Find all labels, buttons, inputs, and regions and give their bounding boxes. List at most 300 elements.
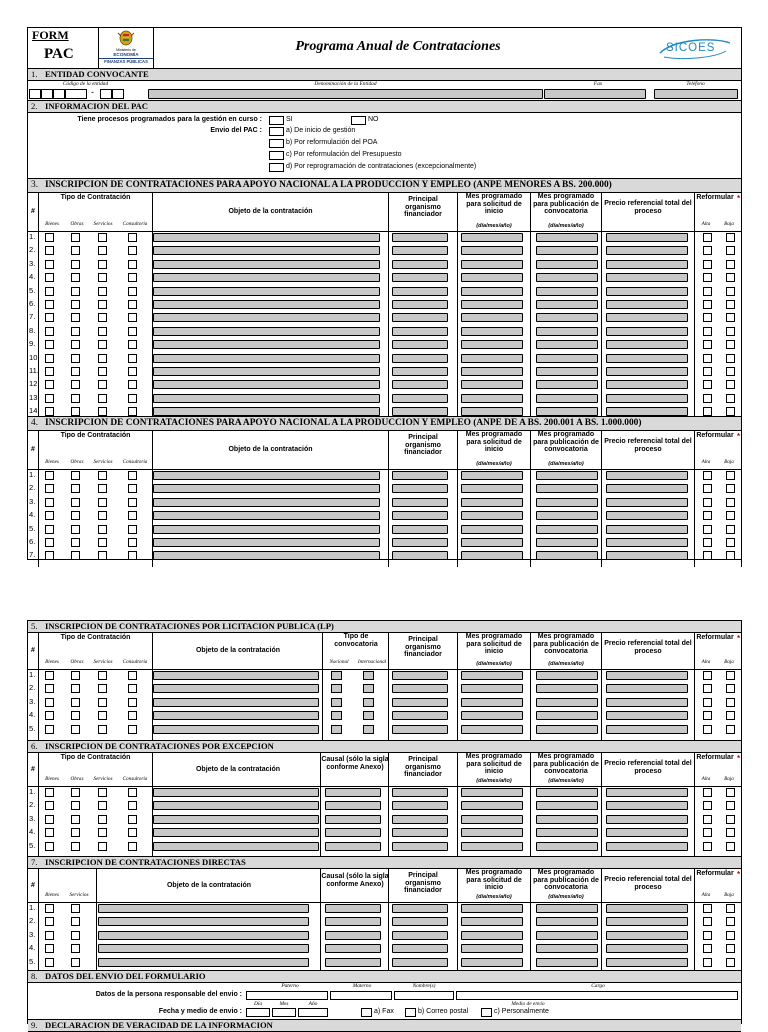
obras-checkbox[interactable] — [71, 511, 80, 520]
alta-checkbox[interactable] — [703, 484, 712, 493]
si-checkbox[interactable] — [269, 116, 284, 125]
servicios-checkbox[interactable] — [71, 904, 80, 913]
objeto-field[interactable] — [153, 842, 319, 851]
servicios-checkbox[interactable] — [98, 300, 107, 309]
mes-inicio-field[interactable] — [461, 233, 523, 242]
consultoria-checkbox[interactable] — [128, 815, 137, 824]
consultoria-checkbox[interactable] — [128, 246, 137, 255]
baja-checkbox[interactable] — [726, 725, 735, 734]
objeto-field[interactable] — [153, 287, 380, 296]
consultoria-checkbox[interactable] — [128, 340, 137, 349]
organismo-field[interactable] — [392, 684, 448, 693]
consultoria-checkbox[interactable] — [128, 367, 137, 376]
baja-checkbox[interactable] — [726, 260, 735, 269]
organismo-field[interactable] — [392, 287, 448, 296]
organismo-field[interactable] — [392, 300, 448, 309]
organismo-field[interactable] — [392, 260, 448, 269]
alta-checkbox[interactable] — [703, 828, 712, 837]
mes-pub-field[interactable] — [536, 815, 598, 824]
anio-field[interactable] — [298, 1008, 328, 1017]
precio-field[interactable] — [606, 340, 688, 349]
alta-checkbox[interactable] — [703, 233, 712, 242]
servicios-checkbox[interactable] — [98, 788, 107, 797]
causal-field[interactable] — [325, 931, 381, 940]
servicios-checkbox[interactable] — [98, 525, 107, 534]
mes-inicio-field[interactable] — [461, 551, 523, 560]
alta-checkbox[interactable] — [703, 801, 712, 810]
mes-inicio-field[interactable] — [461, 711, 523, 720]
mes-inicio-field[interactable] — [461, 367, 523, 376]
baja-checkbox[interactable] — [726, 711, 735, 720]
alta-checkbox[interactable] — [703, 944, 712, 953]
obras-checkbox[interactable] — [71, 313, 80, 322]
codigo-field-5[interactable] — [100, 89, 112, 99]
objeto-field[interactable] — [153, 788, 319, 797]
obras-checkbox[interactable] — [71, 327, 80, 336]
mes-inicio-field[interactable] — [461, 246, 523, 255]
alta-checkbox[interactable] — [703, 394, 712, 403]
internacional-checkbox[interactable] — [363, 698, 374, 707]
obras-checkbox[interactable] — [71, 367, 80, 376]
bienes-checkbox[interactable] — [45, 958, 54, 967]
mes-pub-field[interactable] — [536, 498, 598, 507]
organismo-field[interactable] — [392, 407, 448, 416]
servicios-checkbox[interactable] — [98, 711, 107, 720]
mes-inicio-field[interactable] — [461, 525, 523, 534]
alta-checkbox[interactable] — [703, 340, 712, 349]
mes-inicio-field[interactable] — [461, 471, 523, 480]
bienes-checkbox[interactable] — [45, 340, 54, 349]
alta-checkbox[interactable] — [703, 471, 712, 480]
internacional-checkbox[interactable] — [363, 684, 374, 693]
baja-checkbox[interactable] — [726, 944, 735, 953]
bienes-checkbox[interactable] — [45, 538, 54, 547]
objeto-field[interactable] — [153, 233, 380, 242]
objeto-field[interactable] — [153, 340, 380, 349]
precio-field[interactable] — [606, 354, 688, 363]
nacional-checkbox[interactable] — [331, 711, 342, 720]
obras-checkbox[interactable] — [71, 407, 80, 416]
baja-checkbox[interactable] — [726, 801, 735, 810]
precio-field[interactable] — [606, 944, 688, 953]
consultoria-checkbox[interactable] — [128, 354, 137, 363]
precio-field[interactable] — [606, 233, 688, 242]
obras-checkbox[interactable] — [71, 842, 80, 851]
servicios-checkbox[interactable] — [98, 354, 107, 363]
mes-pub-field[interactable] — [536, 828, 598, 837]
mes-field[interactable] — [272, 1008, 296, 1017]
mes-inicio-field[interactable] — [461, 340, 523, 349]
precio-field[interactable] — [606, 260, 688, 269]
nacional-checkbox[interactable] — [331, 698, 342, 707]
codigo-field-4[interactable] — [65, 89, 87, 99]
servicios-checkbox[interactable] — [98, 842, 107, 851]
organismo-field[interactable] — [392, 801, 448, 810]
servicios-checkbox[interactable] — [98, 511, 107, 520]
servicios-checkbox[interactable] — [98, 551, 107, 560]
baja-checkbox[interactable] — [726, 671, 735, 680]
servicios-checkbox[interactable] — [98, 407, 107, 416]
precio-field[interactable] — [606, 300, 688, 309]
servicios-checkbox[interactable] — [98, 698, 107, 707]
organismo-field[interactable] — [392, 551, 448, 560]
causal-field[interactable] — [325, 828, 381, 837]
baja-checkbox[interactable] — [726, 525, 735, 534]
precio-field[interactable] — [606, 842, 688, 851]
servicios-checkbox[interactable] — [71, 917, 80, 926]
precio-field[interactable] — [606, 698, 688, 707]
mes-pub-field[interactable] — [536, 551, 598, 560]
servicios-checkbox[interactable] — [98, 327, 107, 336]
obras-checkbox[interactable] — [71, 725, 80, 734]
bienes-checkbox[interactable] — [45, 260, 54, 269]
mes-inicio-field[interactable] — [461, 327, 523, 336]
precio-field[interactable] — [606, 538, 688, 547]
mes-inicio-field[interactable] — [461, 498, 523, 507]
mes-pub-field[interactable] — [536, 931, 598, 940]
consultoria-checkbox[interactable] — [128, 233, 137, 242]
internacional-checkbox[interactable] — [363, 711, 374, 720]
servicios-checkbox[interactable] — [98, 828, 107, 837]
bienes-checkbox[interactable] — [45, 511, 54, 520]
servicios-checkbox[interactable] — [98, 233, 107, 242]
obras-checkbox[interactable] — [71, 287, 80, 296]
servicios-checkbox[interactable] — [71, 931, 80, 940]
servicios-checkbox[interactable] — [98, 484, 107, 493]
bienes-checkbox[interactable] — [45, 380, 54, 389]
obras-checkbox[interactable] — [71, 484, 80, 493]
organismo-field[interactable] — [392, 788, 448, 797]
bienes-checkbox[interactable] — [45, 698, 54, 707]
mes-inicio-field[interactable] — [461, 273, 523, 282]
paterno-field[interactable] — [246, 991, 328, 1000]
obras-checkbox[interactable] — [71, 246, 80, 255]
obras-checkbox[interactable] — [71, 525, 80, 534]
bienes-checkbox[interactable] — [45, 801, 54, 810]
obras-checkbox[interactable] — [71, 788, 80, 797]
bienes-checkbox[interactable] — [45, 828, 54, 837]
mes-inicio-field[interactable] — [461, 313, 523, 322]
objeto-field[interactable] — [153, 525, 380, 534]
servicios-checkbox[interactable] — [98, 538, 107, 547]
nombres-field[interactable] — [394, 991, 454, 1000]
objeto-field[interactable] — [153, 380, 380, 389]
precio-field[interactable] — [606, 498, 688, 507]
organismo-field[interactable] — [392, 367, 448, 376]
mes-inicio-field[interactable] — [461, 287, 523, 296]
mes-pub-field[interactable] — [536, 944, 598, 953]
internacional-checkbox[interactable] — [363, 671, 374, 680]
baja-checkbox[interactable] — [726, 498, 735, 507]
precio-field[interactable] — [606, 525, 688, 534]
organismo-field[interactable] — [392, 944, 448, 953]
option-a-checkbox[interactable] — [269, 127, 284, 136]
mes-inicio-field[interactable] — [461, 904, 523, 913]
mes-pub-field[interactable] — [536, 684, 598, 693]
organismo-field[interactable] — [392, 671, 448, 680]
organismo-field[interactable] — [392, 904, 448, 913]
consultoria-checkbox[interactable] — [128, 327, 137, 336]
objeto-field[interactable] — [153, 801, 319, 810]
alta-checkbox[interactable] — [703, 327, 712, 336]
organismo-field[interactable] — [392, 327, 448, 336]
organismo-field[interactable] — [392, 233, 448, 242]
objeto-field[interactable] — [98, 904, 309, 913]
obras-checkbox[interactable] — [71, 671, 80, 680]
objeto-field[interactable] — [153, 273, 380, 282]
alta-checkbox[interactable] — [703, 698, 712, 707]
alta-checkbox[interactable] — [703, 904, 712, 913]
obras-checkbox[interactable] — [71, 698, 80, 707]
objeto-field[interactable] — [153, 498, 380, 507]
precio-field[interactable] — [606, 917, 688, 926]
mes-inicio-field[interactable] — [461, 958, 523, 967]
mes-inicio-field[interactable] — [461, 671, 523, 680]
mes-inicio-field[interactable] — [461, 828, 523, 837]
organismo-field[interactable] — [392, 313, 448, 322]
mes-inicio-field[interactable] — [461, 380, 523, 389]
causal-field[interactable] — [325, 944, 381, 953]
objeto-field[interactable] — [153, 684, 319, 693]
objeto-field[interactable] — [153, 828, 319, 837]
bienes-checkbox[interactable] — [45, 725, 54, 734]
precio-field[interactable] — [606, 684, 688, 693]
bienes-checkbox[interactable] — [45, 300, 54, 309]
obras-checkbox[interactable] — [71, 394, 80, 403]
baja-checkbox[interactable] — [726, 287, 735, 296]
baja-checkbox[interactable] — [726, 698, 735, 707]
servicios-checkbox[interactable] — [98, 273, 107, 282]
objeto-field[interactable] — [153, 300, 380, 309]
bienes-checkbox[interactable] — [45, 551, 54, 560]
precio-field[interactable] — [606, 484, 688, 493]
obras-checkbox[interactable] — [71, 380, 80, 389]
alta-checkbox[interactable] — [703, 511, 712, 520]
organismo-field[interactable] — [392, 394, 448, 403]
mes-pub-field[interactable] — [536, 698, 598, 707]
servicios-checkbox[interactable] — [98, 815, 107, 824]
obras-checkbox[interactable] — [71, 260, 80, 269]
consultoria-checkbox[interactable] — [128, 407, 137, 416]
precio-field[interactable] — [606, 788, 688, 797]
alta-checkbox[interactable] — [703, 711, 712, 720]
baja-checkbox[interactable] — [726, 551, 735, 560]
mes-inicio-field[interactable] — [461, 842, 523, 851]
baja-checkbox[interactable] — [726, 354, 735, 363]
fax-field[interactable] — [544, 89, 646, 99]
alta-checkbox[interactable] — [703, 525, 712, 534]
baja-checkbox[interactable] — [726, 273, 735, 282]
consultoria-checkbox[interactable] — [128, 698, 137, 707]
mes-pub-field[interactable] — [536, 340, 598, 349]
bienes-checkbox[interactable] — [45, 367, 54, 376]
alta-checkbox[interactable] — [703, 260, 712, 269]
alta-checkbox[interactable] — [703, 815, 712, 824]
mes-pub-field[interactable] — [536, 917, 598, 926]
bienes-checkbox[interactable] — [45, 788, 54, 797]
mes-pub-field[interactable] — [536, 367, 598, 376]
mes-pub-field[interactable] — [536, 671, 598, 680]
consultoria-checkbox[interactable] — [128, 801, 137, 810]
consultoria-checkbox[interactable] — [128, 287, 137, 296]
mes-inicio-field[interactable] — [461, 801, 523, 810]
baja-checkbox[interactable] — [726, 917, 735, 926]
nacional-checkbox[interactable] — [331, 725, 342, 734]
objeto-field[interactable] — [153, 313, 380, 322]
objeto-field[interactable] — [153, 471, 380, 480]
objeto-field[interactable] — [153, 260, 380, 269]
mes-inicio-field[interactable] — [461, 788, 523, 797]
precio-field[interactable] — [606, 367, 688, 376]
precio-field[interactable] — [606, 801, 688, 810]
consultoria-checkbox[interactable] — [128, 511, 137, 520]
organismo-field[interactable] — [392, 538, 448, 547]
consultoria-checkbox[interactable] — [128, 498, 137, 507]
consultoria-checkbox[interactable] — [128, 260, 137, 269]
servicios-checkbox[interactable] — [98, 313, 107, 322]
causal-field[interactable] — [325, 801, 381, 810]
mes-pub-field[interactable] — [536, 246, 598, 255]
mes-inicio-field[interactable] — [461, 484, 523, 493]
servicios-checkbox[interactable] — [98, 725, 107, 734]
precio-field[interactable] — [606, 511, 688, 520]
baja-checkbox[interactable] — [726, 327, 735, 336]
servicios-checkbox[interactable] — [98, 498, 107, 507]
alta-checkbox[interactable] — [703, 313, 712, 322]
mes-pub-field[interactable] — [536, 233, 598, 242]
precio-field[interactable] — [606, 958, 688, 967]
organismo-field[interactable] — [392, 471, 448, 480]
bienes-checkbox[interactable] — [45, 287, 54, 296]
mes-pub-field[interactable] — [536, 300, 598, 309]
mes-pub-field[interactable] — [536, 904, 598, 913]
objeto-field[interactable] — [153, 711, 319, 720]
alta-checkbox[interactable] — [703, 842, 712, 851]
alta-checkbox[interactable] — [703, 246, 712, 255]
causal-field[interactable] — [325, 815, 381, 824]
mes-pub-field[interactable] — [536, 407, 598, 416]
mes-inicio-field[interactable] — [461, 407, 523, 416]
obras-checkbox[interactable] — [71, 354, 80, 363]
bienes-checkbox[interactable] — [45, 684, 54, 693]
mes-inicio-field[interactable] — [461, 300, 523, 309]
codigo-field-2[interactable] — [41, 89, 53, 99]
mes-inicio-field[interactable] — [461, 944, 523, 953]
mes-pub-field[interactable] — [536, 525, 598, 534]
servicios-checkbox[interactable] — [98, 340, 107, 349]
alta-checkbox[interactable] — [703, 498, 712, 507]
alta-checkbox[interactable] — [703, 917, 712, 926]
baja-checkbox[interactable] — [726, 958, 735, 967]
organismo-field[interactable] — [392, 525, 448, 534]
bienes-checkbox[interactable] — [45, 498, 54, 507]
objeto-field[interactable] — [98, 944, 309, 953]
obras-checkbox[interactable] — [71, 684, 80, 693]
baja-checkbox[interactable] — [726, 246, 735, 255]
objeto-field[interactable] — [98, 917, 309, 926]
servicios-checkbox[interactable] — [98, 671, 107, 680]
mes-pub-field[interactable] — [536, 260, 598, 269]
precio-field[interactable] — [606, 904, 688, 913]
objeto-field[interactable] — [153, 725, 319, 734]
alta-checkbox[interactable] — [703, 367, 712, 376]
causal-field[interactable] — [325, 917, 381, 926]
obras-checkbox[interactable] — [71, 340, 80, 349]
objeto-field[interactable] — [153, 407, 380, 416]
alta-checkbox[interactable] — [703, 287, 712, 296]
mes-inicio-field[interactable] — [461, 260, 523, 269]
precio-field[interactable] — [606, 725, 688, 734]
alta-checkbox[interactable] — [703, 273, 712, 282]
baja-checkbox[interactable] — [726, 367, 735, 376]
bienes-checkbox[interactable] — [45, 917, 54, 926]
organismo-field[interactable] — [392, 273, 448, 282]
causal-field[interactable] — [325, 842, 381, 851]
organismo-field[interactable] — [392, 511, 448, 520]
mes-pub-field[interactable] — [536, 958, 598, 967]
alta-checkbox[interactable] — [703, 407, 712, 416]
bienes-checkbox[interactable] — [45, 484, 54, 493]
codigo-field-1[interactable] — [29, 89, 41, 99]
mes-pub-field[interactable] — [536, 394, 598, 403]
cargo-field[interactable] — [456, 991, 738, 1000]
bienes-checkbox[interactable] — [45, 246, 54, 255]
baja-checkbox[interactable] — [726, 538, 735, 547]
mes-pub-field[interactable] — [536, 725, 598, 734]
alta-checkbox[interactable] — [703, 725, 712, 734]
bienes-checkbox[interactable] — [45, 313, 54, 322]
mes-pub-field[interactable] — [536, 711, 598, 720]
servicios-checkbox[interactable] — [98, 260, 107, 269]
obras-checkbox[interactable] — [71, 711, 80, 720]
causal-field[interactable] — [325, 958, 381, 967]
obras-checkbox[interactable] — [71, 233, 80, 242]
objeto-field[interactable] — [153, 394, 380, 403]
servicios-checkbox[interactable] — [98, 246, 107, 255]
bienes-checkbox[interactable] — [45, 931, 54, 940]
consultoria-checkbox[interactable] — [128, 525, 137, 534]
mes-pub-field[interactable] — [536, 511, 598, 520]
precio-field[interactable] — [606, 671, 688, 680]
baja-checkbox[interactable] — [726, 684, 735, 693]
bienes-checkbox[interactable] — [45, 354, 54, 363]
consultoria-checkbox[interactable] — [128, 380, 137, 389]
baja-checkbox[interactable] — [726, 340, 735, 349]
materno-field[interactable] — [330, 991, 392, 1000]
bienes-checkbox[interactable] — [45, 842, 54, 851]
organismo-field[interactable] — [392, 354, 448, 363]
organismo-field[interactable] — [392, 498, 448, 507]
baja-checkbox[interactable] — [726, 815, 735, 824]
obras-checkbox[interactable] — [71, 828, 80, 837]
bienes-checkbox[interactable] — [45, 711, 54, 720]
servicios-checkbox[interactable] — [98, 801, 107, 810]
consultoria-checkbox[interactable] — [128, 788, 137, 797]
fax-checkbox[interactable] — [361, 1008, 372, 1017]
codigo-field-3[interactable] — [53, 89, 65, 99]
mes-pub-field[interactable] — [536, 471, 598, 480]
organismo-field[interactable] — [392, 958, 448, 967]
mes-inicio-field[interactable] — [461, 698, 523, 707]
baja-checkbox[interactable] — [726, 407, 735, 416]
correo-checkbox[interactable] — [405, 1008, 416, 1017]
option-d-checkbox[interactable] — [269, 163, 284, 172]
obras-checkbox[interactable] — [71, 471, 80, 480]
servicios-checkbox[interactable] — [98, 287, 107, 296]
mes-pub-field[interactable] — [536, 788, 598, 797]
precio-field[interactable] — [606, 246, 688, 255]
consultoria-checkbox[interactable] — [128, 273, 137, 282]
